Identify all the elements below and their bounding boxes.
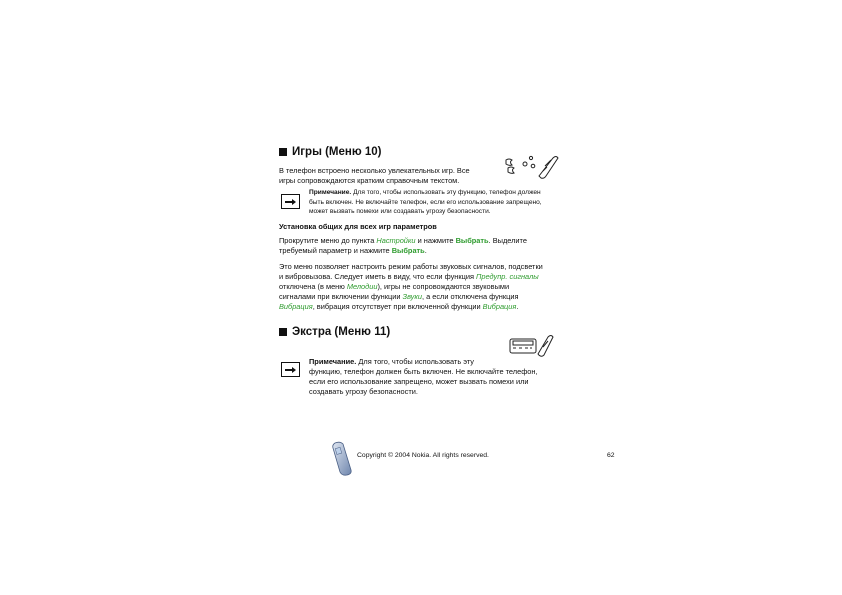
para-text: Прокрутите меню до пункта [279,236,377,245]
games-para1 [279,236,569,256]
games-heading [279,146,381,158]
menu-link-vibration: Вибрация [279,301,313,311]
calculator-phone-icon [508,333,556,358]
games-intro-line: В телефон встроено несколько увлекательных игр. Все [279,166,470,175]
para-text: . [516,301,519,311]
menu-link-tones: Мелодии [346,281,378,291]
note-text: может вызвать помехи или создавать угрозу безопасности. [309,208,491,216]
para-text: и нажмите [415,236,456,245]
note-text: Для того, чтобы использовать эту функцию, телефон должен [351,189,541,196]
note-text: если его использование запрещено, может вызвать помехи или [309,376,529,386]
softkey-select: Выбрать [455,236,489,245]
menu-link-vibration: Вибрация [482,301,517,311]
note-text: создавать угрозу безопасности. [309,386,418,396]
note-text: функцию, телефон должен быть включен. Не включайте телефон, [309,366,538,376]
para-text: . Выделите [488,236,527,245]
heading-square-icon [279,148,287,156]
phone-logo-icon [327,441,353,476]
games-intro [279,166,499,186]
para-text: , вибрация отсутствует при включенной функции [312,301,483,311]
note-text: быть включен. Не включайте телефон, если его использование запрещено, [309,198,542,206]
games-intro-line: игры сопровождаются кратким справочным текстом. [279,175,460,185]
games-heading-text: Игры (Меню 10) [292,146,382,158]
menu-link-sounds: Звуки [402,291,422,301]
para-text: и вибровызова. Следует иметь в виду, что если функция [279,271,477,281]
para-text: ), игры не сопровождаются звуковыми [377,281,510,291]
games-subheading: Установка общих для всех игр параметров [279,222,437,231]
note-label: Примечание. [309,357,357,366]
heading-square-icon [279,328,287,336]
para-text: сигналами при включении функции [279,291,403,301]
note-label: Примечание. [309,189,352,196]
extras-heading [279,326,390,338]
para-line: Это меню позволяет настроить режим работы звуковых сигналов, подсветки [279,262,543,271]
menu-link-settings: Настройки [376,236,416,245]
para-text: , а если отключена функция [421,291,519,301]
note-hand-icon [281,194,300,209]
note-hand-icon [281,362,300,377]
page-number: 62 [607,452,615,459]
extras-heading-text: Экстра (Меню 11) [292,326,391,338]
menu-link-warning-tones: Предупр. сигналы [476,271,539,281]
note-text: Для того, чтобы использовать эту [356,357,474,366]
softkey-select: Выбрать [391,245,425,255]
games-phone-icon [503,152,561,182]
para-text: требуемый параметр и нажмите [279,245,392,255]
para-text: отключена (в меню [279,281,347,291]
games-note [309,188,564,217]
para-text: . [424,245,427,255]
games-para2 [279,262,574,312]
extras-note [309,357,569,397]
footer-copyright: Copyright © 2004 Nokia. All rights reserved. [357,452,489,459]
